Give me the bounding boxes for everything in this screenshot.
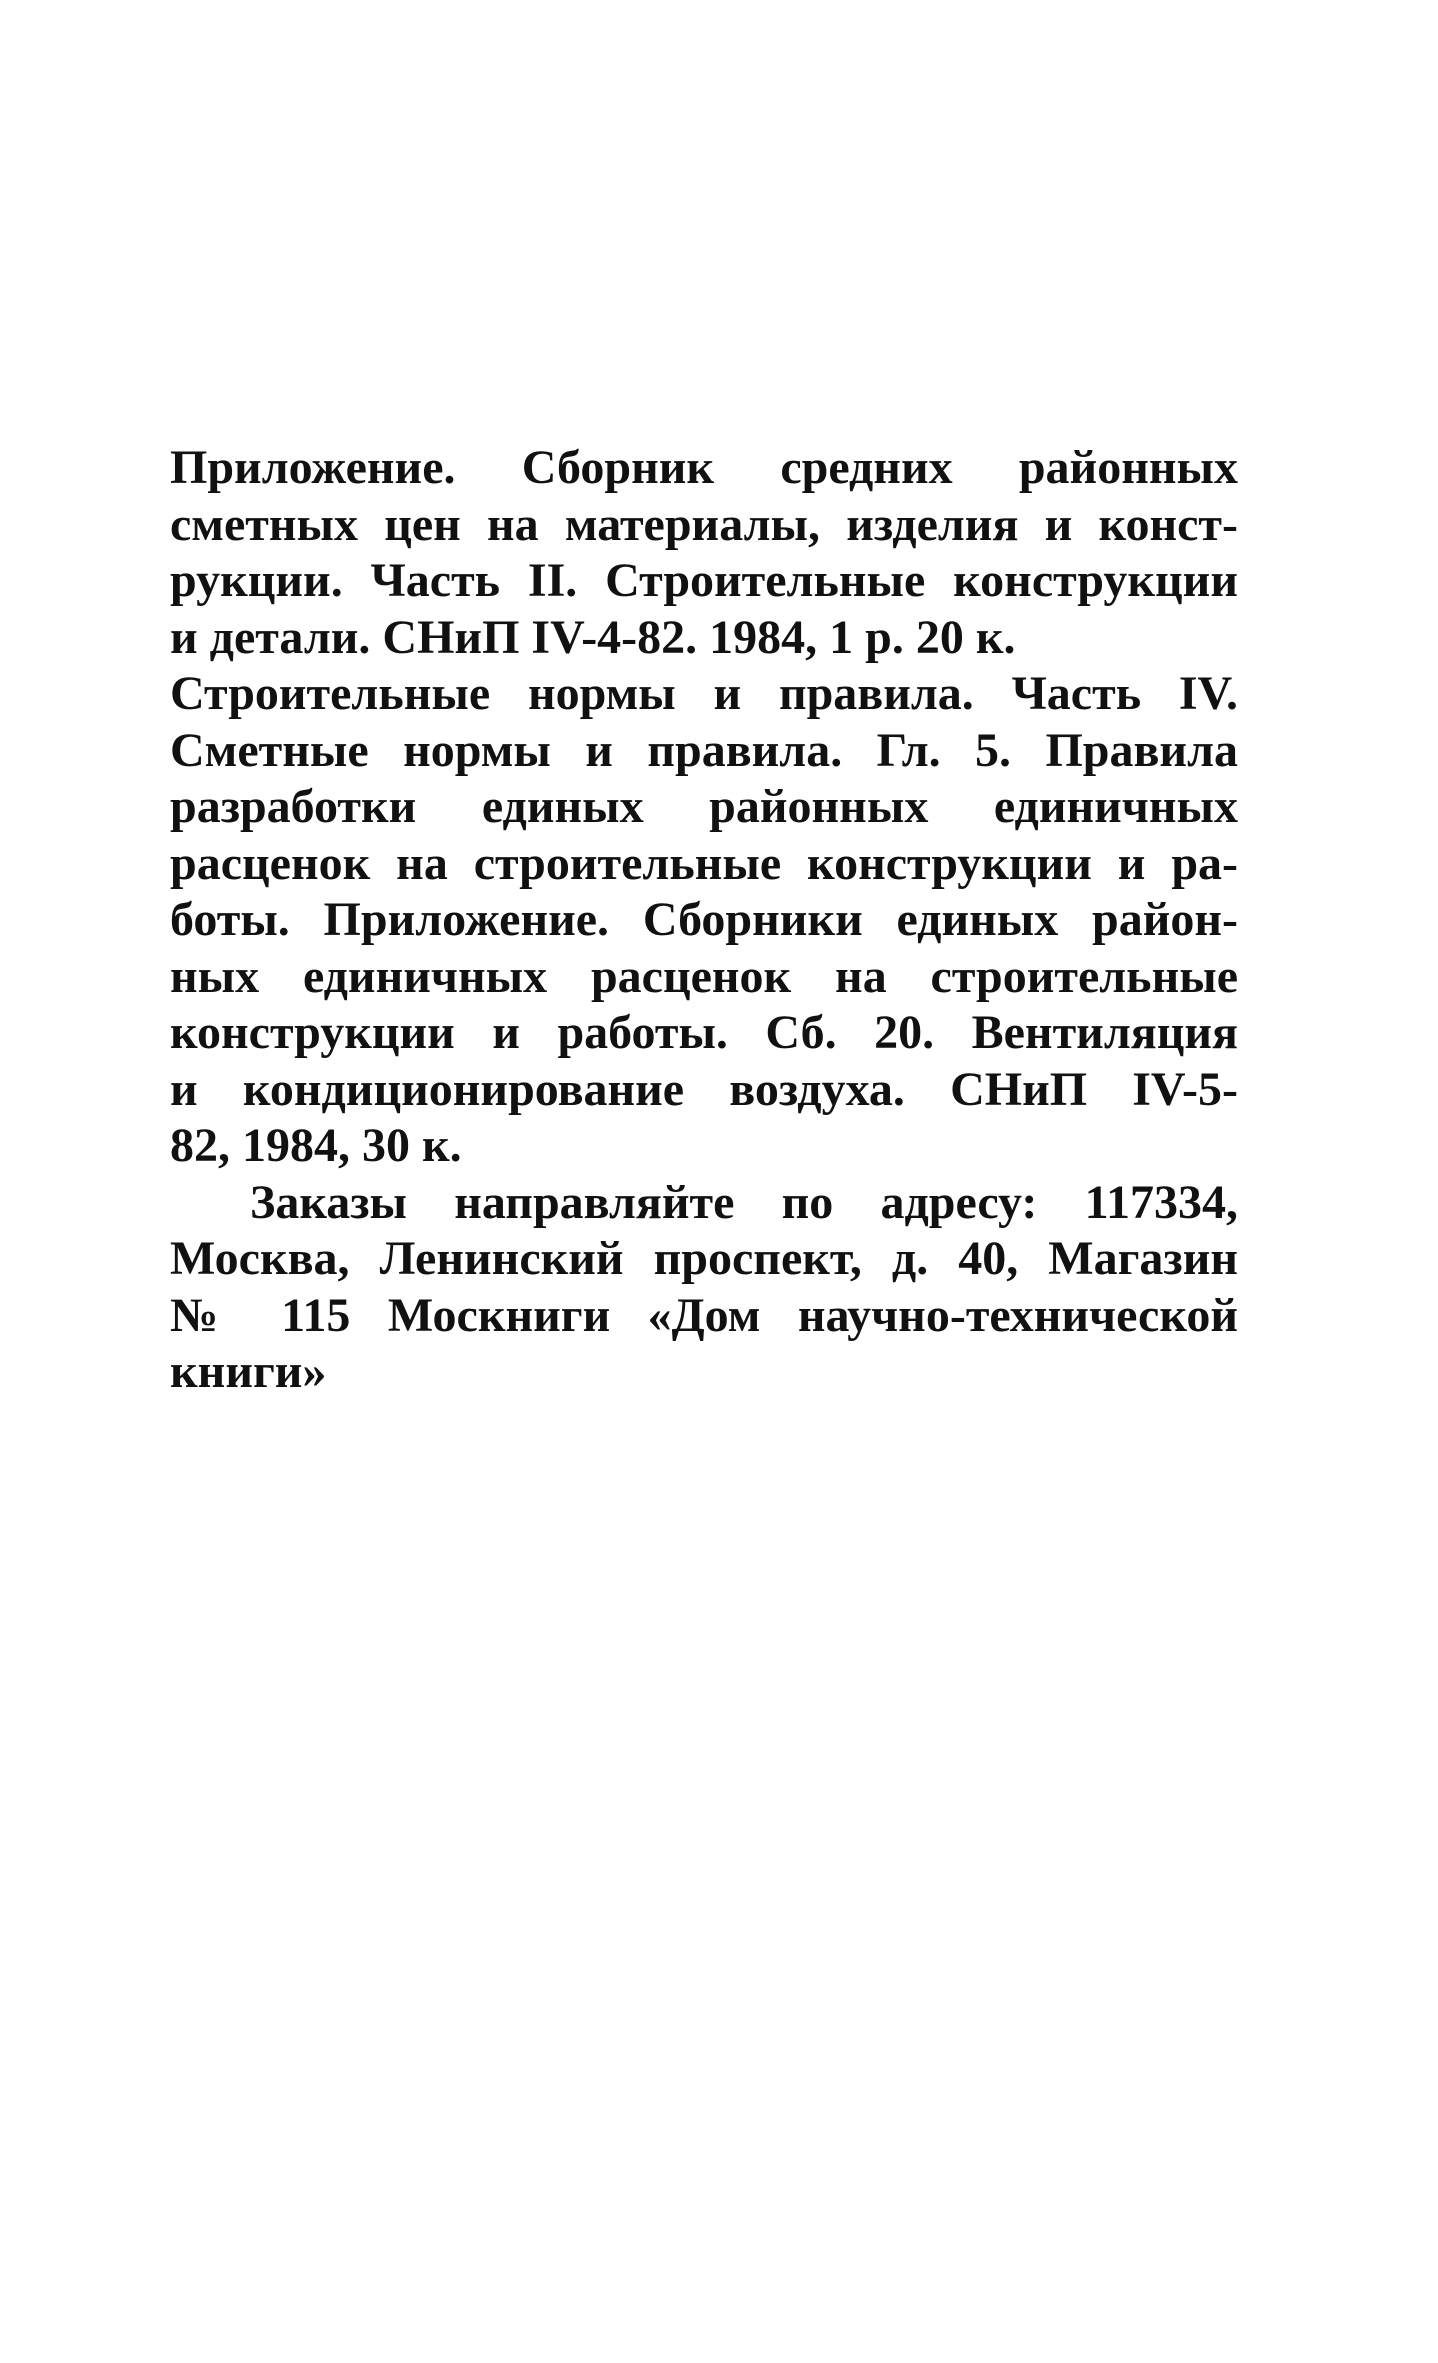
text-line: и кондиционирование воздуха. СНиП IV-5- [170, 1062, 1238, 1116]
text-line: разработки единых районных единичных [170, 780, 1238, 833]
paragraph-order-address [170, 1175, 1238, 1401]
text-line: боты. Приложение. Сборники единых район- [170, 893, 1238, 946]
text-line: книги» [170, 1345, 327, 1398]
text-line: расценок на строительные конструкции и ра- [170, 836, 1238, 890]
text-line: Сметные нормы и правила. Гл. 5. Правила [170, 723, 1238, 777]
text-line: № 115 Москниги «Дом научно-технической [170, 1288, 1238, 1342]
paragraph-building-norms [170, 666, 1238, 1175]
text-line: ных единичных расценок на строительные [170, 949, 1238, 1003]
text-line: рукции. Часть II. Строительные конструкции [170, 554, 1238, 607]
text-line: Заказы направляйте по адресу: 117334, [250, 1175, 1238, 1229]
text-line: сметных цен на материалы, изделия и конст- [170, 497, 1238, 551]
text-line: и детали. СНиП IV-4-82. 1984, 1 р. 20 к. [170, 610, 1016, 664]
text-block [170, 440, 1238, 1401]
text-line: Приложение. Сборник средних районных [170, 441, 1238, 494]
paragraph-appendix-prices [170, 440, 1238, 666]
text-line: Строительные нормы и правила. Часть IV. [170, 667, 1238, 720]
text-line: конструкции и работы. Сб. 20. Вентиляция [170, 1006, 1238, 1059]
text-line: 82, 1984, 30 к. [170, 1119, 462, 1172]
text-line: Москва, Ленинский проспект, д. 40, Магазин [170, 1232, 1238, 1285]
